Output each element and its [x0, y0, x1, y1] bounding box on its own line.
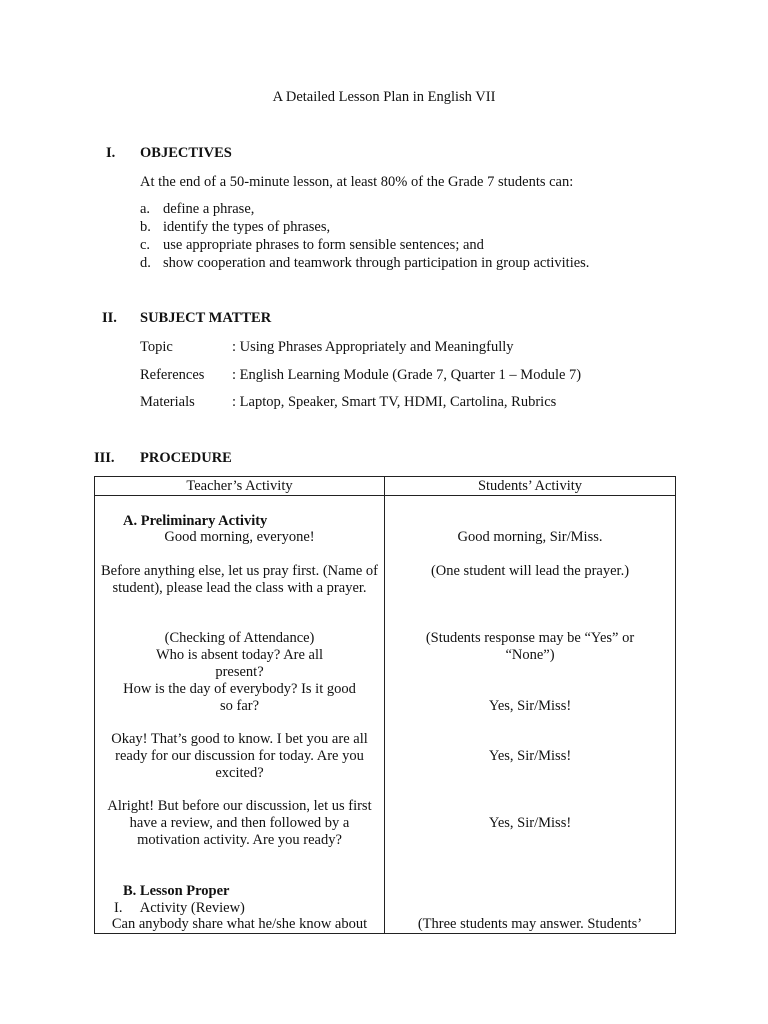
section-heading-objectives: OBJECTIVES [140, 145, 232, 161]
subject-matter-key: Materials [140, 394, 195, 410]
student-line: (Students response may be “Yes” or “None”) [425, 630, 635, 663]
column-header-teacher: Teacher’s Activity [95, 477, 385, 496]
objective-letter: b. [140, 219, 151, 235]
teacher-line: Okay! That’s good to know. I bet you are all ready for our discussion for today. Are you excited? [111, 731, 368, 781]
objectives-list [140, 200, 589, 272]
objective-text: identify the types of phrases, [163, 219, 331, 235]
objective-text: use appropriate phrases to form sensible sentences; and [163, 237, 484, 253]
subject-matter-value: : Using Phrases Appropriately and Meaningfully [232, 339, 514, 355]
student-line: Yes, Sir/Miss! [488, 698, 572, 714]
student-line: (One student will lead the prayer.) [430, 563, 630, 579]
teacher-line: Good morning, everyone! [164, 529, 315, 545]
student-line: Good morning, Sir/Miss. [457, 529, 603, 545]
column-header-students: Students’ Activity [385, 477, 676, 496]
procedure-table-header-row [95, 477, 676, 496]
procedure-table-row [95, 496, 676, 934]
lesson-proper-heading: B. Lesson Proper [123, 883, 230, 899]
teacher-line: Before anything else, let us pray first. (Name of student), please lead the class with a prayer. [100, 563, 379, 596]
teacher-line: Can anybody share what he/she know about [111, 916, 368, 932]
teacher-activity-cell [95, 496, 385, 934]
student-line: Yes, Sir/Miss! [488, 815, 572, 831]
teacher-line: How is the day of everybody? Is it good so far? [123, 681, 356, 714]
objective-letter: c. [140, 237, 151, 253]
procedure-table [94, 476, 676, 934]
objective-item [140, 254, 589, 272]
section-heading-procedure: PROCEDURE [140, 450, 232, 466]
section-number-objectives: I. [106, 145, 116, 161]
section-number-procedure: III. [94, 450, 115, 466]
activity-review-subheading: I. Activity (Review) [114, 900, 245, 916]
students-activity-cell [385, 496, 676, 934]
objective-letter: a. [140, 201, 151, 217]
objective-text: show cooperation and teamwork through participation in group activities. [163, 255, 590, 271]
teacher-line: Alright! But before our discussion, let us first have a review, and then followed by a motivation activity. Are you ready? [107, 798, 372, 848]
subject-matter-key: References [140, 367, 205, 383]
subject-matter-row-materials [140, 393, 556, 411]
subject-matter-row-references [140, 366, 581, 384]
section-heading-subject-matter: SUBJECT MATTER [140, 310, 272, 326]
section-number-subject-matter: II. [102, 310, 117, 326]
objective-text: define a phrase, [163, 201, 255, 217]
objective-item [140, 200, 589, 218]
objective-item [140, 236, 589, 254]
student-line: Yes, Sir/Miss! [488, 748, 572, 764]
subject-matter-value: : English Learning Module (Grade 7, Quarter 1 – Module 7) [232, 367, 582, 383]
objective-item [140, 218, 589, 236]
subject-matter-key: Topic [140, 339, 173, 355]
subject-matter-row-topic [140, 338, 514, 356]
teacher-line: (Checking of Attendance) Who is absent today? Are all present? [155, 630, 324, 680]
subject-matter-value: : Laptop, Speaker, Smart TV, HDMI, Cartolina, Rubrics [232, 394, 557, 410]
student-line: (Three students may answer. Students’ [417, 916, 643, 932]
preliminary-activity-heading: A. Preliminary Activity [123, 513, 268, 529]
objective-letter: d. [140, 255, 151, 271]
objectives-intro: At the end of a 50-minute lesson, at least 80% of the Grade 7 students can: [140, 174, 574, 190]
document-title: A Detailed Lesson Plan in English VII [272, 89, 496, 105]
